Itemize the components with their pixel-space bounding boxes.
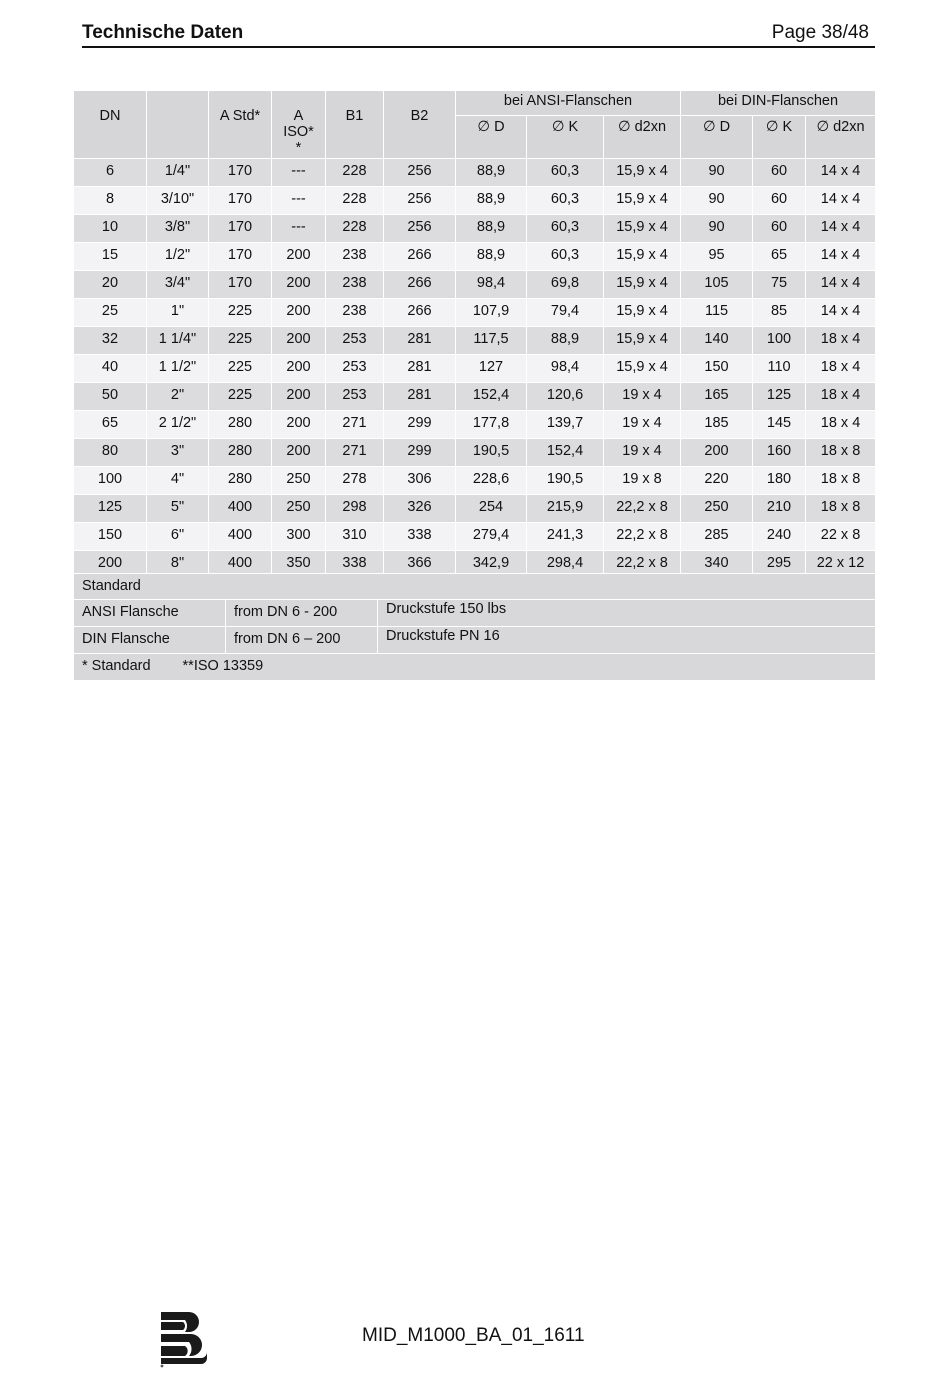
table-header-row: [74, 91, 876, 116]
cell-din-k: 75: [753, 271, 806, 299]
cell-a-std: 170: [209, 215, 272, 243]
page-number: Page 38/48: [771, 22, 869, 43]
header-a-iso-line3: *: [295, 140, 302, 156]
cell-inch: 2": [147, 383, 209, 411]
cell-dn: 10: [74, 215, 147, 243]
cell-b2: 256: [384, 159, 456, 187]
cell-din-d2xn: 18 x 8: [806, 439, 876, 467]
cell-ansi-k: 152,4: [527, 439, 604, 467]
cell-b1: 298: [326, 495, 384, 523]
cell-din-k: 110: [753, 355, 806, 383]
cell-din-d2xn: 14 x 4: [806, 187, 876, 215]
cell-dn: 15: [74, 243, 147, 271]
cell-a-std: 400: [209, 495, 272, 523]
table-row: [74, 159, 876, 187]
notes-ansi-pressure: Druckstufe 150 lbs: [378, 600, 876, 627]
cell-a-iso: ---: [272, 187, 326, 215]
header-din-d: ∅ D: [681, 116, 753, 159]
cell-a-iso: 200: [272, 243, 326, 271]
table-row: [74, 383, 876, 411]
cell-a-std: 225: [209, 355, 272, 383]
cell-ansi-d2xn: 22,2 x 8: [604, 495, 681, 523]
table-row: [74, 523, 876, 551]
table-row: [74, 299, 876, 327]
cell-inch: 1 1/2": [147, 355, 209, 383]
cell-din-k: 160: [753, 439, 806, 467]
cell-ansi-k: 60,3: [527, 243, 604, 271]
header-a-iso: [272, 91, 326, 159]
cell-inch: 8": [147, 551, 209, 579]
cell-b2: 366: [384, 551, 456, 579]
table-row: [74, 271, 876, 299]
cell-din-d: 115: [681, 299, 753, 327]
notes-footnotes: [74, 654, 876, 681]
cell-din-d2xn: 18 x 4: [806, 327, 876, 355]
cell-ansi-d: 117,5: [456, 327, 527, 355]
cell-a-std: 280: [209, 411, 272, 439]
cell-din-d: 105: [681, 271, 753, 299]
cell-inch: 1": [147, 299, 209, 327]
cell-din-k: 295: [753, 551, 806, 579]
cell-din-d: 90: [681, 159, 753, 187]
footnote-iso: **ISO 13359: [182, 658, 264, 674]
cell-dn: 150: [74, 523, 147, 551]
cell-b1: 310: [326, 523, 384, 551]
cell-din-k: 180: [753, 467, 806, 495]
cell-ansi-d: 342,9: [456, 551, 527, 579]
cell-din-d: 95: [681, 243, 753, 271]
cell-din-d: 200: [681, 439, 753, 467]
cell-ansi-k: 98,4: [527, 355, 604, 383]
cell-b1: 228: [326, 187, 384, 215]
cell-a-iso: 250: [272, 467, 326, 495]
cell-ansi-d2xn: 19 x 4: [604, 411, 681, 439]
cell-dn: 65: [74, 411, 147, 439]
bb-brand-logo-icon: [157, 1310, 215, 1368]
cell-ansi-d: 279,4: [456, 523, 527, 551]
table-body: [74, 159, 876, 579]
cell-b2: 306: [384, 467, 456, 495]
cell-ansi-k: 79,4: [527, 299, 604, 327]
cell-b2: 299: [384, 411, 456, 439]
cell-ansi-k: 60,3: [527, 187, 604, 215]
header-b1: B1: [326, 91, 384, 159]
cell-ansi-d: 190,5: [456, 439, 527, 467]
cell-ansi-d: 88,9: [456, 159, 527, 187]
cell-din-k: 145: [753, 411, 806, 439]
cell-ansi-d2xn: 15,9 x 4: [604, 243, 681, 271]
cell-ansi-d: 88,9: [456, 187, 527, 215]
cell-din-d2xn: 14 x 4: [806, 215, 876, 243]
header-din-group: bei DIN-Flanschen: [681, 91, 876, 116]
cell-inch: 3": [147, 439, 209, 467]
notes-row-ansi: [74, 600, 876, 627]
cell-dn: 20: [74, 271, 147, 299]
cell-a-std: 400: [209, 523, 272, 551]
cell-din-d: 165: [681, 383, 753, 411]
cell-dn: 125: [74, 495, 147, 523]
table-row: [74, 243, 876, 271]
cell-ansi-d2xn: 22,2 x 8: [604, 551, 681, 579]
cell-b2: 338: [384, 523, 456, 551]
cell-b1: 228: [326, 215, 384, 243]
cell-dn: 50: [74, 383, 147, 411]
notes-row-footnotes: [74, 654, 876, 681]
notes-row-standard: [74, 574, 876, 600]
cell-ansi-k: 190,5: [527, 467, 604, 495]
notes-row-din: [74, 627, 876, 654]
cell-din-k: 60: [753, 159, 806, 187]
header-inch: [147, 91, 209, 159]
cell-a-iso: 350: [272, 551, 326, 579]
cell-b2: 256: [384, 187, 456, 215]
cell-b1: 253: [326, 327, 384, 355]
cell-inch: 1/2": [147, 243, 209, 271]
header-dn: DN: [74, 91, 147, 159]
cell-din-d2xn: 18 x 8: [806, 467, 876, 495]
cell-din-k: 60: [753, 215, 806, 243]
cell-ansi-d: 177,8: [456, 411, 527, 439]
cell-a-iso: ---: [272, 159, 326, 187]
cell-ansi-d2xn: 15,9 x 4: [604, 159, 681, 187]
cell-din-k: 125: [753, 383, 806, 411]
cell-din-k: 60: [753, 187, 806, 215]
table-row: [74, 355, 876, 383]
cell-a-iso: 250: [272, 495, 326, 523]
cell-din-k: 85: [753, 299, 806, 327]
cell-a-iso: ---: [272, 215, 326, 243]
cell-a-std: 225: [209, 327, 272, 355]
cell-ansi-d2xn: 22,2 x 8: [604, 523, 681, 551]
section-title: Technische Daten: [82, 22, 244, 43]
cell-din-d: 150: [681, 355, 753, 383]
cell-din-d2xn: 18 x 8: [806, 495, 876, 523]
header-din-k: ∅ K: [753, 116, 806, 159]
table-row: [74, 439, 876, 467]
cell-a-iso: 200: [272, 383, 326, 411]
cell-ansi-d: 228,6: [456, 467, 527, 495]
cell-din-d2xn: 14 x 4: [806, 299, 876, 327]
cell-din-d2xn: 22 x 12: [806, 551, 876, 579]
cell-din-d: 285: [681, 523, 753, 551]
cell-din-d2xn: 14 x 4: [806, 159, 876, 187]
notes-ansi-label: ANSI Flansche: [74, 600, 226, 627]
cell-dn: 8: [74, 187, 147, 215]
cell-b1: 278: [326, 467, 384, 495]
document-id: MID_M1000_BA_01_1611: [362, 1325, 585, 1346]
table-row: [74, 215, 876, 243]
cell-b2: 299: [384, 439, 456, 467]
cell-ansi-k: 60,3: [527, 159, 604, 187]
cell-b1: 338: [326, 551, 384, 579]
cell-ansi-d: 88,9: [456, 215, 527, 243]
cell-ansi-d: 107,9: [456, 299, 527, 327]
cell-b2: 266: [384, 271, 456, 299]
cell-ansi-d2xn: 15,9 x 4: [604, 187, 681, 215]
cell-inch: 6": [147, 523, 209, 551]
cell-din-d: 185: [681, 411, 753, 439]
header-a-iso-line2: ISO*: [283, 124, 314, 140]
cell-a-iso: 200: [272, 439, 326, 467]
cell-ansi-k: 120,6: [527, 383, 604, 411]
cell-ansi-d2xn: 15,9 x 4: [604, 215, 681, 243]
cell-din-d: 250: [681, 495, 753, 523]
cell-a-std: 170: [209, 187, 272, 215]
table-row: [74, 411, 876, 439]
cell-din-d: 90: [681, 215, 753, 243]
cell-b1: 238: [326, 271, 384, 299]
footnote-standard: * Standard: [82, 658, 151, 674]
cell-b2: 256: [384, 215, 456, 243]
cell-b2: 266: [384, 299, 456, 327]
cell-dn: 32: [74, 327, 147, 355]
cell-din-k: 100: [753, 327, 806, 355]
cell-din-d: 220: [681, 467, 753, 495]
cell-a-iso: 200: [272, 299, 326, 327]
cell-inch: 3/8": [147, 215, 209, 243]
cell-ansi-k: 241,3: [527, 523, 604, 551]
header-a-iso-line1: A: [293, 108, 304, 124]
cell-ansi-d2xn: 19 x 4: [604, 383, 681, 411]
cell-b1: 238: [326, 299, 384, 327]
cell-a-iso: 200: [272, 327, 326, 355]
cell-b2: 281: [384, 327, 456, 355]
cell-a-std: 170: [209, 271, 272, 299]
cell-dn: 80: [74, 439, 147, 467]
cell-inch: 2 1/2": [147, 411, 209, 439]
cell-a-std: 400: [209, 551, 272, 579]
header-a-std: A Std*: [209, 91, 272, 159]
cell-a-iso: 200: [272, 411, 326, 439]
cell-ansi-d2xn: 19 x 8: [604, 467, 681, 495]
cell-ansi-d: 88,9: [456, 243, 527, 271]
cell-dn: 25: [74, 299, 147, 327]
cell-dn: 100: [74, 467, 147, 495]
cell-din-d: 90: [681, 187, 753, 215]
cell-b1: 228: [326, 159, 384, 187]
cell-inch: 5": [147, 495, 209, 523]
cell-ansi-d: 254: [456, 495, 527, 523]
notes-din-pressure: Druckstufe PN 16: [378, 627, 876, 654]
cell-din-k: 240: [753, 523, 806, 551]
cell-din-d2xn: 18 x 4: [806, 355, 876, 383]
cell-ansi-k: 215,9: [527, 495, 604, 523]
cell-a-iso: 300: [272, 523, 326, 551]
cell-b2: 266: [384, 243, 456, 271]
header-b2: B2: [384, 91, 456, 159]
cell-b1: 271: [326, 439, 384, 467]
cell-inch: 1/4": [147, 159, 209, 187]
cell-a-std: 225: [209, 299, 272, 327]
cell-ansi-k: 298,4: [527, 551, 604, 579]
header-ansi-d: ∅ D: [456, 116, 527, 159]
cell-b2: 326: [384, 495, 456, 523]
notes-din-range: from DN 6 – 200: [226, 627, 378, 654]
page-header: [82, 20, 875, 48]
cell-ansi-d: 127: [456, 355, 527, 383]
cell-din-d2xn: 18 x 4: [806, 383, 876, 411]
cell-dn: 200: [74, 551, 147, 579]
notes-table: [73, 573, 876, 681]
header-ansi-k: ∅ K: [527, 116, 604, 159]
cell-inch: 4": [147, 467, 209, 495]
cell-din-d2xn: 18 x 4: [806, 411, 876, 439]
cell-din-d: 340: [681, 551, 753, 579]
header-din-d2xn: ∅ d2xn: [806, 116, 876, 159]
cell-ansi-d: 152,4: [456, 383, 527, 411]
cell-a-iso: 200: [272, 355, 326, 383]
cell-a-iso: 200: [272, 271, 326, 299]
table-row: [74, 327, 876, 355]
cell-din-d2xn: 14 x 4: [806, 243, 876, 271]
cell-ansi-d2xn: 19 x 4: [604, 439, 681, 467]
cell-a-std: 170: [209, 159, 272, 187]
cell-ansi-k: 69,8: [527, 271, 604, 299]
header-ansi-group: bei ANSI-Flanschen: [456, 91, 681, 116]
cell-dn: 40: [74, 355, 147, 383]
cell-b2: 281: [384, 383, 456, 411]
cell-ansi-d2xn: 15,9 x 4: [604, 355, 681, 383]
cell-b1: 271: [326, 411, 384, 439]
cell-ansi-d2xn: 15,9 x 4: [604, 327, 681, 355]
cell-b2: 281: [384, 355, 456, 383]
cell-inch: 1 1/4": [147, 327, 209, 355]
table-row: [74, 187, 876, 215]
cell-b1: 253: [326, 383, 384, 411]
table-row: [74, 495, 876, 523]
cell-a-std: 170: [209, 243, 272, 271]
dimensions-table: [73, 90, 876, 579]
cell-ansi-d2xn: 15,9 x 4: [604, 271, 681, 299]
cell-din-d: 140: [681, 327, 753, 355]
cell-ansi-d: 98,4: [456, 271, 527, 299]
cell-b1: 238: [326, 243, 384, 271]
cell-a-std: 280: [209, 467, 272, 495]
notes-standard-label: Standard: [74, 574, 876, 600]
cell-dn: 6: [74, 159, 147, 187]
cell-din-k: 210: [753, 495, 806, 523]
cell-ansi-k: 60,3: [527, 215, 604, 243]
cell-din-d2xn: 22 x 8: [806, 523, 876, 551]
notes-din-label: DIN Flansche: [74, 627, 226, 654]
cell-ansi-d2xn: 15,9 x 4: [604, 299, 681, 327]
cell-a-std: 280: [209, 439, 272, 467]
notes-ansi-range: from DN 6 - 200: [226, 600, 378, 627]
cell-a-std: 225: [209, 383, 272, 411]
cell-ansi-k: 139,7: [527, 411, 604, 439]
cell-b1: 253: [326, 355, 384, 383]
cell-din-k: 65: [753, 243, 806, 271]
cell-din-d2xn: 14 x 4: [806, 271, 876, 299]
cell-inch: 3/4": [147, 271, 209, 299]
table-row: [74, 467, 876, 495]
cell-inch: 3/10": [147, 187, 209, 215]
cell-ansi-k: 88,9: [527, 327, 604, 355]
header-ansi-d2xn: ∅ d2xn: [604, 116, 681, 159]
